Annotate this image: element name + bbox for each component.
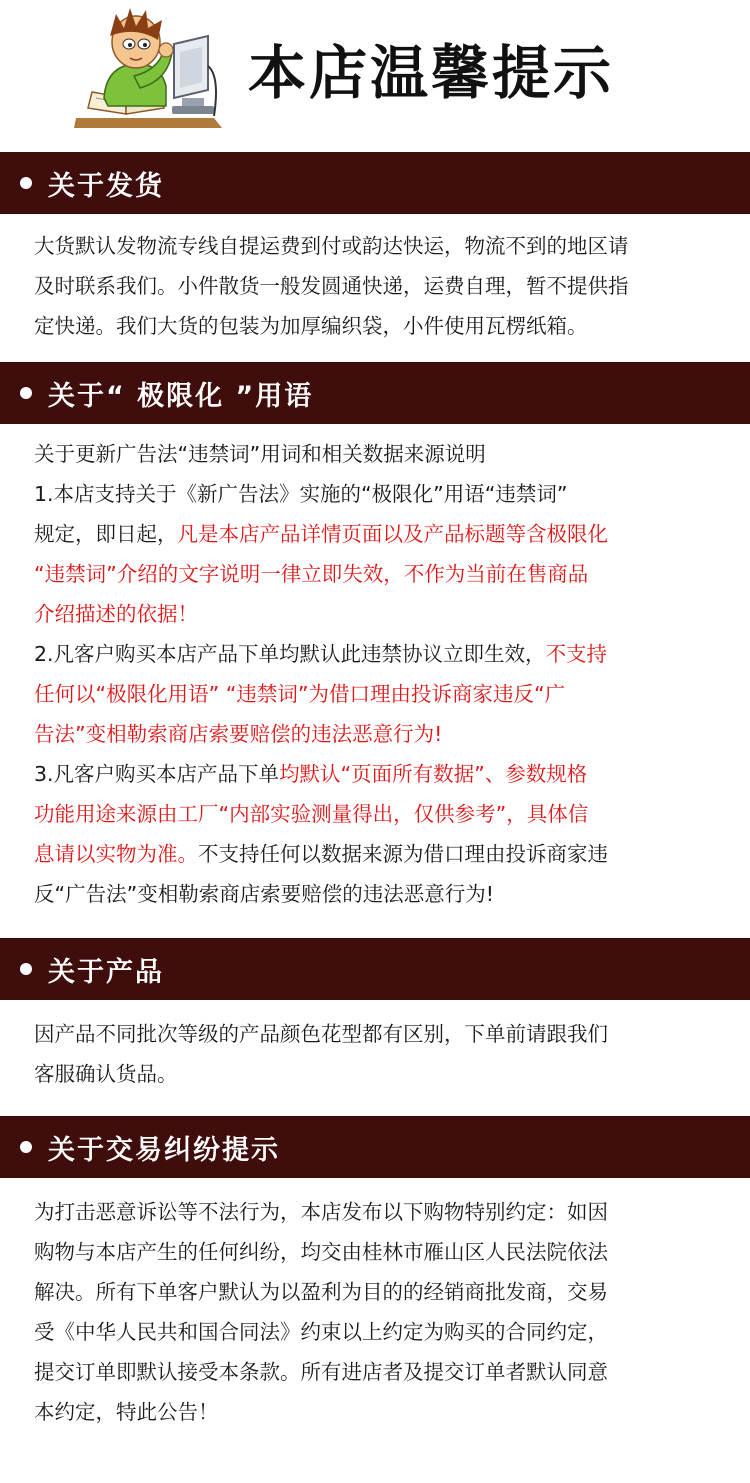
highlight-text: 凡是本店产品详情页面以及产品标题等含极限化: [177, 522, 608, 546]
dispute-text: [34, 1192, 718, 1432]
text-line: 本约定，特此公告！: [34, 1400, 219, 1424]
text-line: [34, 834, 718, 874]
text-segment: 2.凡客户购买本店产品下单均默认此违禁协议立即生效，: [34, 642, 546, 666]
highlight-line: 介绍描述的依据！: [34, 602, 198, 626]
text-line: [34, 634, 718, 674]
text-line: 购物与本店产生的任何纠纷，均交由桂林市雁山区人民法院依法: [34, 1240, 608, 1264]
text-line: 客服确认货品。: [34, 1062, 178, 1086]
section-title: 关于发货: [48, 170, 164, 202]
section-title: 关于交易纠纷提示: [48, 1134, 280, 1166]
section-header-product: [0, 938, 750, 1000]
page-title: 本店温馨提示: [248, 39, 615, 107]
section-title: 关于“ 极限化 ”用语: [48, 380, 314, 412]
text-line: [34, 514, 718, 554]
text-line: 定快递。我们大货的包装为加厚编织袋，小件使用瓦楞纸箱。: [34, 314, 588, 338]
bullet-dot-icon: [20, 963, 32, 975]
product-text: [34, 1014, 718, 1094]
bullet-dot-icon: [20, 387, 32, 399]
terms-text: [34, 434, 718, 914]
shipping-text: [34, 226, 718, 346]
bullet-dot-icon: [20, 177, 32, 189]
text-line: [34, 754, 718, 794]
text-line: 解决。所有下单客户默认为以盈利为目的的经销商批发商，交易: [34, 1280, 608, 1304]
student-reading-at-computer-icon: [74, 6, 224, 128]
text-line: 关于更新广告法“违禁词”用词和相关数据来源说明: [34, 442, 486, 466]
text-line: 为打击恶意诉讼等不法行为，本店发布以下购物特别约定：如因: [34, 1200, 608, 1224]
text-line: 大货默认发物流专线自提运费到付或韵达快运，物流不到的地区请: [34, 234, 629, 258]
text-line: 反“广告法”变相勒索商店索要赔偿的违法恶意行为!: [34, 882, 494, 906]
bullet-dot-icon: [20, 1141, 32, 1153]
highlight-text: 均默认“页面所有数据”、参数规格: [279, 762, 588, 786]
text-line: 提交订单即默认接受本条款。所有进店者及提交订单者默认同意: [34, 1360, 608, 1384]
section-header-terms: [0, 362, 750, 424]
text-line: 因产品不同批次等级的产品颜色花型都有区别，下单前请跟我们: [34, 1022, 608, 1046]
text-line: 及时联系我们。小件散货一般发圆通快递，运费自理，暂不提供指: [34, 274, 629, 298]
text-segment: 3.凡客户购买本店产品下单: [34, 762, 280, 786]
section-header-shipping: [0, 152, 750, 214]
text-line: 1.本店支持关于《新广告法》实施的“极限化”用语“违禁词”: [34, 482, 568, 506]
highlight-text: 息请以实物为准。: [34, 842, 198, 866]
header: [0, 0, 750, 145]
highlight-line: 任何以“极限化用语” “违禁词”为借口理由投诉商家违反“广: [34, 682, 566, 706]
highlight-line: 告法”变相勒索商店索要赔偿的违法恶意行为!: [34, 722, 443, 746]
text-segment: 规定，即日起，: [34, 522, 178, 546]
highlight-line: 功能用途来源由工厂“内部实验测量得出，仅供参考”，具体信: [34, 802, 589, 826]
section-title: 关于产品: [48, 956, 164, 988]
section-header-dispute: [0, 1116, 750, 1178]
text-segment: 不支持任何以数据来源为借口理由投诉商家违: [198, 842, 608, 866]
highlight-text: 不支持: [545, 642, 608, 666]
highlight-line: “违禁词”介绍的文字说明一律立即失效，不作为当前在售商品: [34, 562, 589, 586]
text-line: 受《中华人民共和国合同法》约束以上约定为购买的合同约定，: [34, 1320, 608, 1344]
